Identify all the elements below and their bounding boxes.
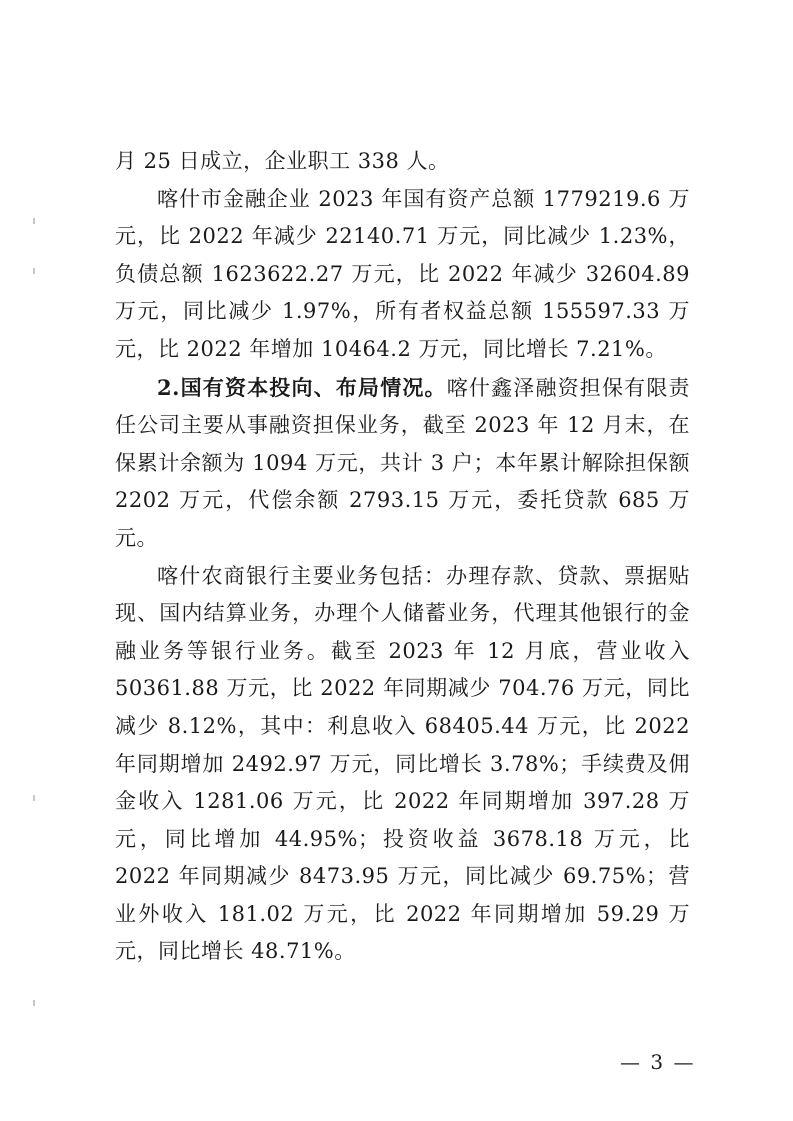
document-body bbox=[115, 143, 690, 971]
scan-mark bbox=[33, 218, 35, 224]
paragraph-financial-assets: 喀什市金融企业 2023 年国有资产总额 1779219.6 万元，比 2022 年减少 22140.71 万元，同比减少 1.23%，负债总额 1623622.27 万元，比 2022 年减少 32604.89 万元，同比减少 1.97%，所有者权益总额 155597.33 万元，比 2022 年增加 10464.2 万元，同比增长 7.21%。 bbox=[115, 186, 690, 361]
paragraph-continuation: 月 25 日成立，企业职工 338 人。 bbox=[115, 149, 450, 173]
section-heading: 2.国有资本投向、布局情况。 bbox=[157, 374, 447, 400]
scan-mark bbox=[33, 795, 35, 801]
scan-mark bbox=[33, 1000, 35, 1006]
paragraph-text: 喀什鑫泽融资担保有限责任公司主要从事融资担保业务，截至 2023 年 12 月末，在保累计余额为 1094 万元，共计 3 户；本年累计解除担保额 2202 万元，代偿余额 2793.15 万元，委托贷款 685 万元。 bbox=[115, 375, 691, 550]
paragraph-rural-bank: 喀什农商银行主要业务包括：办理存款、贷款、票据贴现、国内结算业务，办理个人储蓄业务，代理其他银行的金融业务等银行业务。截至 2023 年 12 月底，营业收入 50361.88 万元，比 2022 年同期减少 704.76 万元，同比减少 8.12%，其中：利息收入 68405.44 万元，比 2022 年同期增加 2492.97 万元，同比增长 3.78%；手续费及佣金收入 1281.06 万元，比 2022 年同期增加 397.28 万元，同比增加 44.95%；投资收益 3678.18 万元，比 2022 年同期减少 8473.95 万元，同比减少 69.75%；营业外收入 181.02 万元，比 2022 年同期增加 59.29 万元，同比增长 48.71%。 bbox=[115, 563, 690, 964]
page-number: — 3 — bbox=[620, 1050, 696, 1074]
paragraph-capital-allocation bbox=[115, 369, 690, 558]
scan-mark bbox=[33, 268, 35, 274]
